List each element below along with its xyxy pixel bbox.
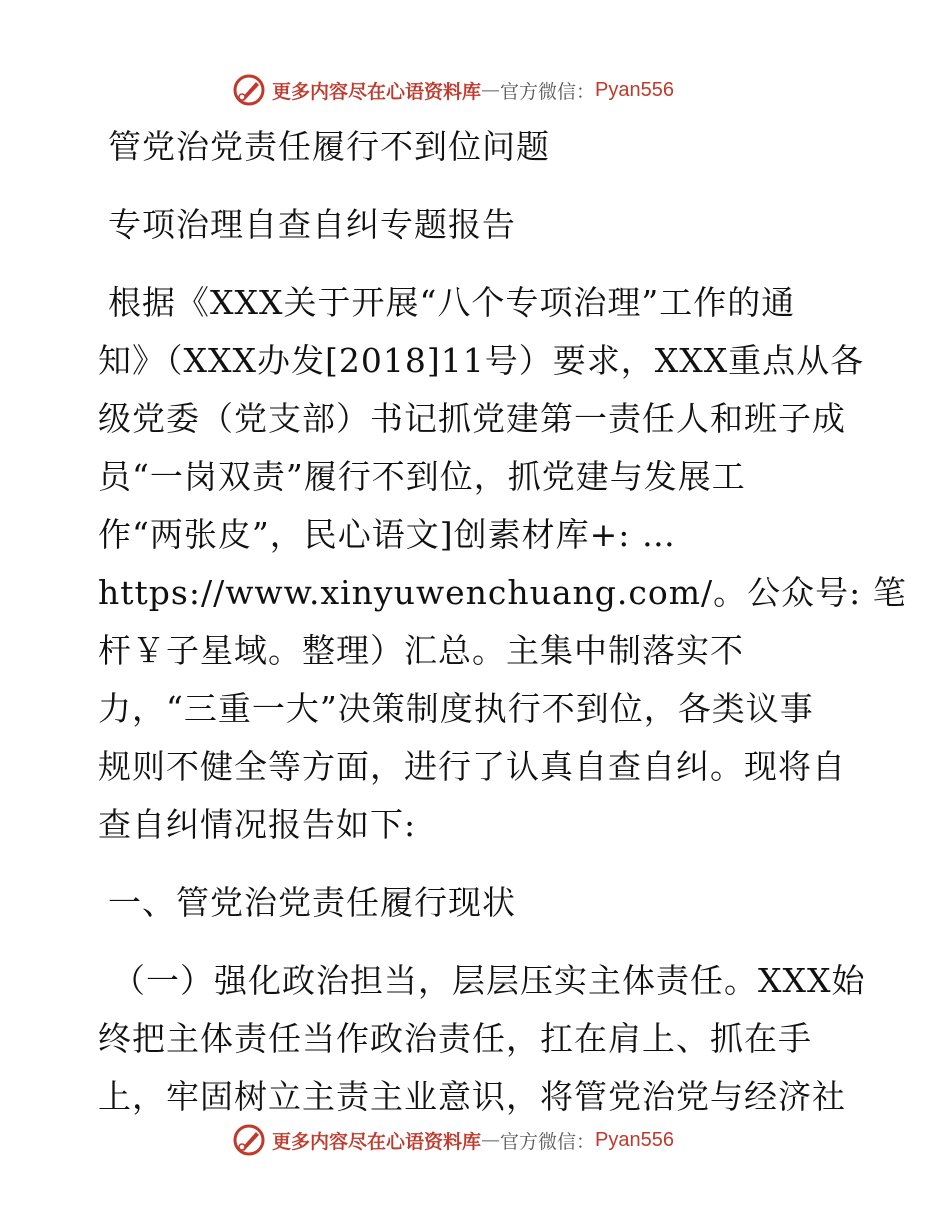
watermark-site-text: 更多内容尽在心语资料库 (272, 80, 482, 103)
document-body (98, 118, 907, 1126)
watermark-site-text: 更多内容尽在心语资料库 (272, 1130, 482, 1153)
paragraph-line: 上，牢固树立主责主业意识，将管党治党与经济社 (98, 1077, 846, 1116)
paragraph-line: 力，“三重一大”决策制度执行不到位，各类议事 (98, 689, 814, 728)
quill-seal-icon (232, 73, 266, 107)
paragraph-line: 杆￥子星域。整理）汇总。主集中制落实不 (98, 631, 744, 670)
paragraph-section-1 (98, 952, 866, 1126)
header-watermark (232, 70, 674, 110)
watermark-wechat-label: 官方微信： (500, 1130, 596, 1153)
watermark-dash: — (481, 1129, 501, 1151)
paragraph-line: 级党委（党支部）书记抓党建第一责任人和班子成 (98, 399, 846, 438)
paragraph-line: 员“一岗双责”履行不到位，抓党建与发展工 (98, 457, 746, 496)
watermark-wechat-label: 官方微信： (500, 80, 596, 103)
section-heading-1: 一、管党治党责任履行现状 (108, 883, 516, 922)
paragraph-line: （一）强化政治担当，层层压实主体责任。XXX始 (112, 961, 866, 1000)
paragraph-line: 根据《XXX关于开展“八个专项治理”工作的通 (108, 283, 796, 322)
watermark-wechat-id: Pyan556 (595, 78, 674, 101)
paragraph-line: https://www.xinyuwenchuang.com/。公众号: 笔 (98, 573, 907, 612)
footer-watermark (232, 1120, 674, 1160)
paragraph-line: 知》（XXX办发[2018]11号）要求，XXX重点从各 (98, 341, 865, 380)
watermark-dash: — (481, 79, 501, 101)
paragraph-line: 查自纠情况报告如下: (98, 805, 417, 844)
watermark-wechat-id: Pyan556 (595, 1128, 674, 1151)
document-title-line-2: 专项治理自查自纠专题报告 (108, 205, 516, 244)
document-title-line-1: 管党治党责任履行不到位问题 (108, 127, 550, 166)
quill-seal-icon (232, 1123, 266, 1157)
paragraph-line: 规则不健全等方面，进行了认真自查自纠。现将自 (98, 747, 846, 786)
paragraph-intro (98, 274, 907, 854)
paragraph-line: 终把主体责任当作政治责任，扛在肩上、抓在手 (98, 1019, 812, 1058)
paragraph-line: 作“两张皮”，民心语文]创素材库+: … (98, 515, 676, 554)
